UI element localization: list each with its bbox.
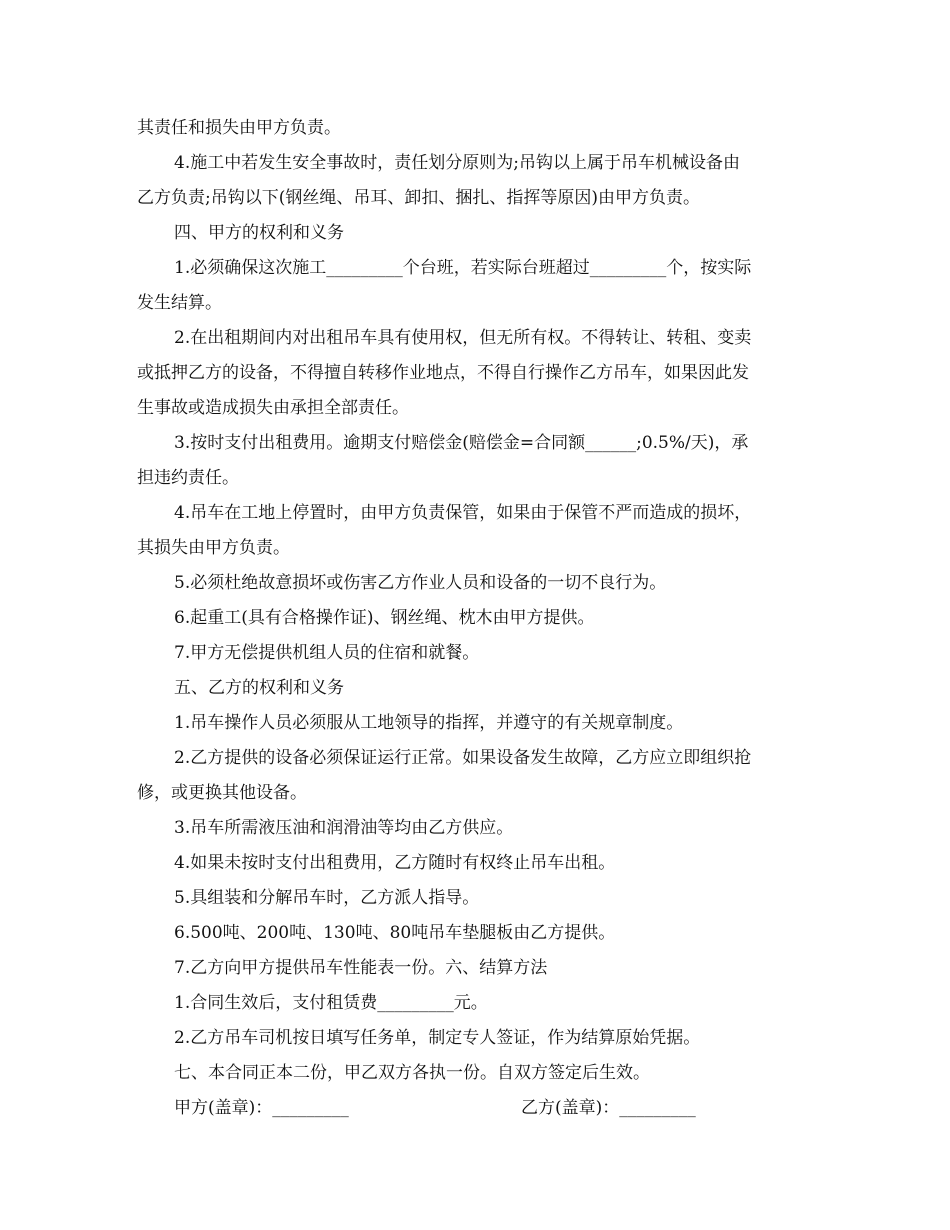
section-heading: 四、甲方的权利和义务 xyxy=(174,223,344,243)
paragraph-line: 3.吊车所需液压油和润滑油等均由乙方供应。 xyxy=(174,818,514,838)
paragraph-line: 发生结算。 xyxy=(137,293,222,313)
paragraph-line: 1.必须确保这次施工_________个台班，若实际台班超过_________个，按实际 xyxy=(174,258,752,278)
section-heading: 五、乙方的权利和义务 xyxy=(174,678,344,698)
paragraph-line: 4.如果未按时支付出租费用，乙方随时有权终止吊车出租。 xyxy=(174,853,616,873)
paragraph-line: 担违约责任。 xyxy=(137,468,239,488)
paragraph-line: 七、本合同正本二份，甲乙双方各执一份。自双方签定后生效。 xyxy=(174,1063,650,1083)
paragraph-line: 1.合同生效后，支付租赁费_________元。 xyxy=(174,993,488,1013)
paragraph-line: 6.起重工(具有合格操作证)、钢丝绳、枕木由甲方提供。 xyxy=(174,608,595,628)
paragraph-line: 4.施工中若发生安全事故时，责任划分原则为;吊钩以上属于吊车机械设备由 xyxy=(174,153,740,173)
paragraph-line: 或抵押乙方的设备，不得擅自转移作业地点，不得自行操作乙方吊车，如果因此发 xyxy=(137,363,749,383)
paragraph-line: 3.按时支付出租费用。逾期支付赔偿金(赔偿金=合同额______;0.5%/天)，承 xyxy=(174,433,749,453)
paragraph-line: 生事故或造成损失由承担全部责任。 xyxy=(137,398,409,418)
paragraph-line: 2.在出租期间内对出租吊车具有使用权，但无所有权。不得转让、转租、变卖 xyxy=(174,328,752,348)
paragraph-line: 6.500吨、200吨、130吨、80吨吊车垫腿板由乙方提供。 xyxy=(174,923,616,943)
paragraph-line: 5.必须杜绝故意损坏或伤害乙方作业人员和设备的一切不良行为。 xyxy=(174,573,667,593)
signature-party-a: 甲方(盖章)：_________ xyxy=(174,1098,349,1118)
paragraph-line: 其损失由甲方负责。 xyxy=(137,538,290,558)
signature-party-b: 乙方(盖章)：_________ xyxy=(521,1098,696,1118)
paragraph-line: 4.吊车在工地上停置时，由甲方负责保管，如果由于保管不严而造成的损坏， xyxy=(174,503,752,523)
paragraph-line: 7.乙方向甲方提供吊车性能表一份。六、结算方法 xyxy=(174,958,548,978)
paragraph-line: 修，或更换其他设备。 xyxy=(137,783,307,803)
paragraph-line: 7.甲方无偿提供机组人员的住宿和就餐。 xyxy=(174,643,480,663)
paragraph-line: 2.乙方吊车司机按日填写任务单，制定专人签证，作为结算原始凭据。 xyxy=(174,1028,701,1048)
paragraph-line: 1.吊车操作人员必须服从工地领导的指挥，并遵守的有关规章制度。 xyxy=(174,713,684,733)
paragraph-line: 5.具组装和分解吊车时，乙方派人指导。 xyxy=(174,888,480,908)
paragraph-line: 乙方负责;吊钩以下(钢丝绳、吊耳、卸扣、捆扎、指挥等原因)由甲方负责。 xyxy=(137,188,700,208)
paragraph-line: 2.乙方提供的设备必须保证运行正常。如果设备发生故障，乙方应立即组织抢 xyxy=(174,748,752,768)
paragraph-line: 其责任和损失由甲方负责。 xyxy=(137,118,341,138)
